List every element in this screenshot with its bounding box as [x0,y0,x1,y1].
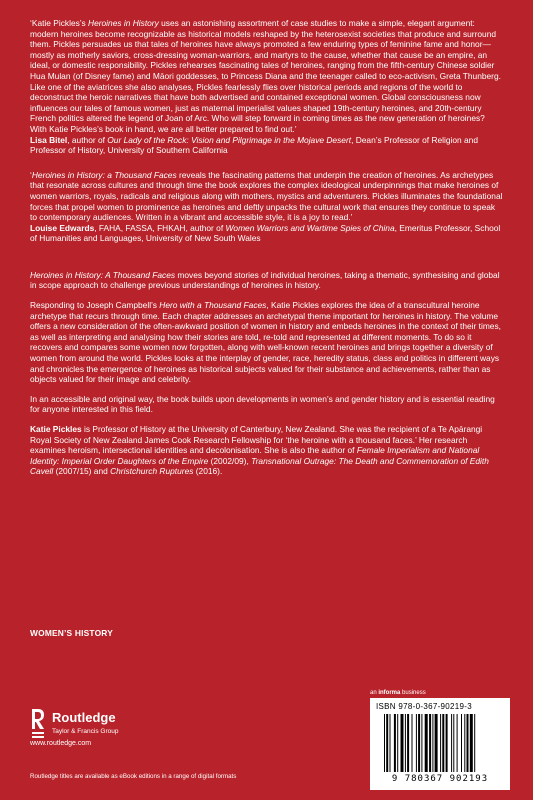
barcode-digits: 9 780367 902193 [391,774,489,784]
subject-category: WOMEN’S HISTORY [30,628,114,638]
barcode-icon [384,714,504,772]
isbn-barcode [370,698,510,790]
ebook-note: Routledge titles are available as eBook editions in a range of digital formats [30,773,237,780]
quote-text: ‘Heroines in History: a Thousand Faces reveals the fascinating patterns that underpin the creation of heroines. As archetypes that resonate across cultures and through time the book explores the complex ideological underpinnings that make heroines of women warriors, royals, radicals and religious along with mothers, mystics and adventurers. Pickles illuminates the foundational forces that propel women to prominence as heroines and deftly unpacks the cultural work that ensures they continue to speak to contemporary audiences. Written in a vibrant and accessible style, it is a joy to read.’ [30,169,503,223]
author-bio: Katie Pickles is Professor of History at the University of Canterbury, New Zealand. She was the recipient of a Te Apārangi Royal Society of New Zealand James Cook Research Fellowship for ‘the heroine with a thousand faces.’ Her research examines heroism, intersectional identities and decolonisation. She is also the author of Female Imperialism and National Identity: Imperial Order Daughters of the Empire (2002/09), Transnational Outrage: The Death and Commemoration of Edith Cavell (2007/15) and Christchurch Ruptures (2016). [30,424,489,477]
informa-tagline: an informa business [370,690,426,696]
publisher-name: Routledge [52,710,116,725]
quote-block-2 [30,170,503,244]
book-description: Responding to Joseph Campbell’s Hero with a Thousand Faces, Katie Pickles explores the idea of a transcultural heroine archetype that recurs through time. Each chapter addresses an archetypal theme important for heroines in history. The volume offers a new consideration of the often-awkward position of women in history and embeds heroines in the context of their times, as well as interpreting and analysing how their stories are told, re-told and represented at different moments. To do so it recovers and compares some women now forgotten, along with well-known recent heroines and brings together a diversity of women from around the world. Pickles looks at the interplay of gender, race, heredity status, class and politics in different ways and chronicles the emergence of heroines as historical subjects valued for their substance and achievements, rather than as objects valued for their image and celebrity. [30,300,501,385]
publisher-logo [30,707,190,755]
routledge-logo-icon [30,707,46,741]
accessible-statement: In an accessible and original way, the book builds upon developments in women’s and gender history and is essential reading for anyone interested in this field. [30,393,495,415]
quote-attribution: Louise Edwards, FAHA, FASSA, FHKAH, author of Women Warriors and Wartime Spies of China, Emeritus Professor, School of Humanities and Languages, University of New South Wales [30,222,501,244]
quote-block-1 [30,18,503,156]
quote-text: ‘Katie Pickles’s Heroines in History uses an astonishing assortment of case studies to make a simple, elegant argument: modern heroines become recognizable as historical models reshaped by the heterosexist societies that produce and surround them. Pickles persuades us that tales of heroines have always promoted a few enduring types of feminine fame and honor—mostly as motherly saviors, cross-dressing woman-warriors, and martyrs to the cause, whether that cause be an empire, an ideal, or domestic responsibility. Pickles rehearses fascinating tales of heroines, ranging from the fifth-century Chinese soldier Hua Mulan (of Disney fame) and Māori goddesses, to Princess Diana and the teenager called to eco-activism, Greta Thunberg. Like one of the aviatrices she also analyses, Pickles fearlessly flies over historical periods and regions of the world to deconstruct the heroic narratives that have both advertised and contained exceptional women. Global consciousness now influences our tales of famous women, just as maternal imperialist values shaped 19th-century heroines, and 20th-century French politics altered the legend of Joan of Arc. Who will step forward in coming times as the new generation of heroines? With Katie Pickles’s book in hand, we are all better prepared to find out.’ [30,18,501,134]
publisher-url[interactable]: www.routledge.com [30,740,92,747]
isbn-label: ISBN 978-0-367-90219-3 [376,702,472,711]
book-summary: Heroines in History: A Thousand Faces moves beyond stories of individual heroines, taking a thematic, synthesising and global in scope approach to challenge previous understandings of heroines in history. [30,269,500,291]
quote-attribution: Lisa Bitel, author of Our Lady of the Rock: Vision and Pilgrimage in the Mojave Desert, Dean’s Professor of Religion and Professor of History, University of Southern California [30,134,478,156]
publisher-group: Taylor & Francis Group [52,728,119,735]
